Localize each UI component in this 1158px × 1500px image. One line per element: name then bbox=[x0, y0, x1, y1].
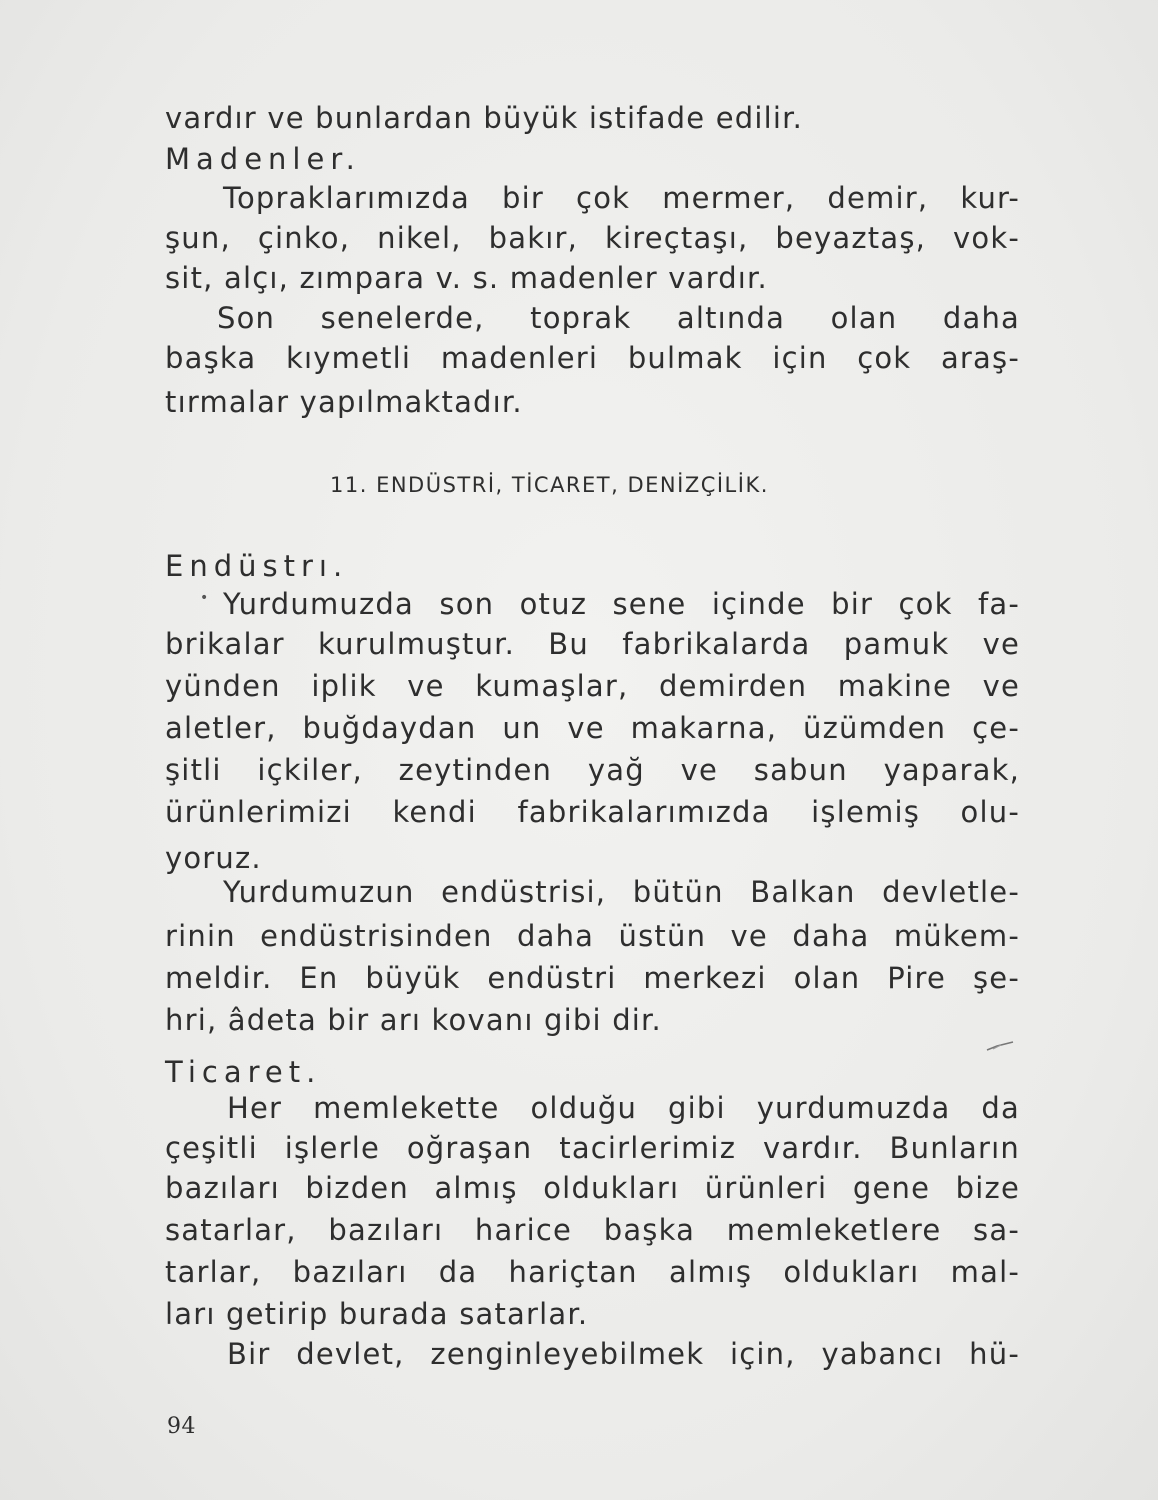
text-line: Topraklarımızda bir çok mermer, demir, kur- bbox=[223, 181, 1020, 215]
text-line: hri, âdeta bir arı kovanı gibi dir. bbox=[165, 1003, 662, 1037]
text-line: sit, alçı, zımpara v. s. madenler vardır. bbox=[165, 261, 768, 295]
text-line: vardır ve bunlardan büyük istifade edilir. bbox=[165, 101, 804, 135]
text-line: tırmalar yapılmaktadır. bbox=[165, 385, 523, 419]
text-line: brikalar kurulmuştur. Bu fabrikalarda pamuk ve bbox=[165, 627, 1020, 661]
print-speck: • bbox=[200, 590, 209, 606]
text-line: meldir. En büyük endüstri merkezi olan Pire şe- bbox=[165, 961, 1020, 995]
text-line: bazıları bizden almış oldukları ürünleri gene bize bbox=[165, 1171, 1020, 1205]
text-line: şun, çinko, nikel, bakır, kireçtaşı, beyaztaş, vok- bbox=[165, 221, 1020, 255]
text-line: Bir devlet, zenginleyebilmek için, yabancı hü- bbox=[227, 1337, 1020, 1371]
text-line: Son senelerde, toprak altında olan daha bbox=[217, 301, 1020, 335]
page-number: 94 bbox=[167, 1414, 196, 1439]
text-line: ürünlerimizi kendi fabrikalarımızda işlemiş olu- bbox=[165, 795, 1020, 829]
text-line: tarlar, bazıları da hariçtan almış oldukları mal- bbox=[165, 1255, 1020, 1289]
text-line: ları getirip burada satarlar. bbox=[165, 1297, 589, 1331]
text-line: çeşitli işlerle oğraşan tacirlerimiz vardır. Bunların bbox=[165, 1131, 1020, 1165]
text-line: aletler, buğdaydan un ve makarna, üzümden çe- bbox=[165, 711, 1020, 745]
text-line: Her memlekette olduğu gibi yurdumuzda da bbox=[227, 1091, 1020, 1125]
text-line: yoruz. bbox=[165, 841, 262, 875]
text-line: yünden iplik ve kumaşlar, demirden makine ve bbox=[165, 669, 1020, 703]
text-line: Yurdumuzda son otuz sene içinde bir çok fa- bbox=[223, 587, 1020, 621]
heading-madenler: Madenler. bbox=[165, 142, 361, 176]
section-title: 11. ENDÜSTRİ, TİCARET, DENİZÇİLİK. bbox=[330, 473, 769, 497]
heading-ticaret: Ticaret. bbox=[165, 1055, 322, 1089]
text-line: satarlar, bazıları harice başka memleketlere sa- bbox=[165, 1213, 1020, 1247]
ink-mark-icon bbox=[985, 1040, 1015, 1052]
text-line: rinin endüstrisinden daha üstün ve daha mükem- bbox=[165, 919, 1020, 953]
text-line: şitli içkiler, zeytinden yağ ve sabun yaparak, bbox=[165, 753, 1020, 787]
heading-endustri: Endüstrı. bbox=[165, 549, 349, 583]
text-line: başka kıymetli madenleri bulmak için çok araş- bbox=[165, 341, 1020, 375]
text-line: Yurdumuzun endüstrisi, bütün Balkan devletle- bbox=[223, 875, 1020, 909]
